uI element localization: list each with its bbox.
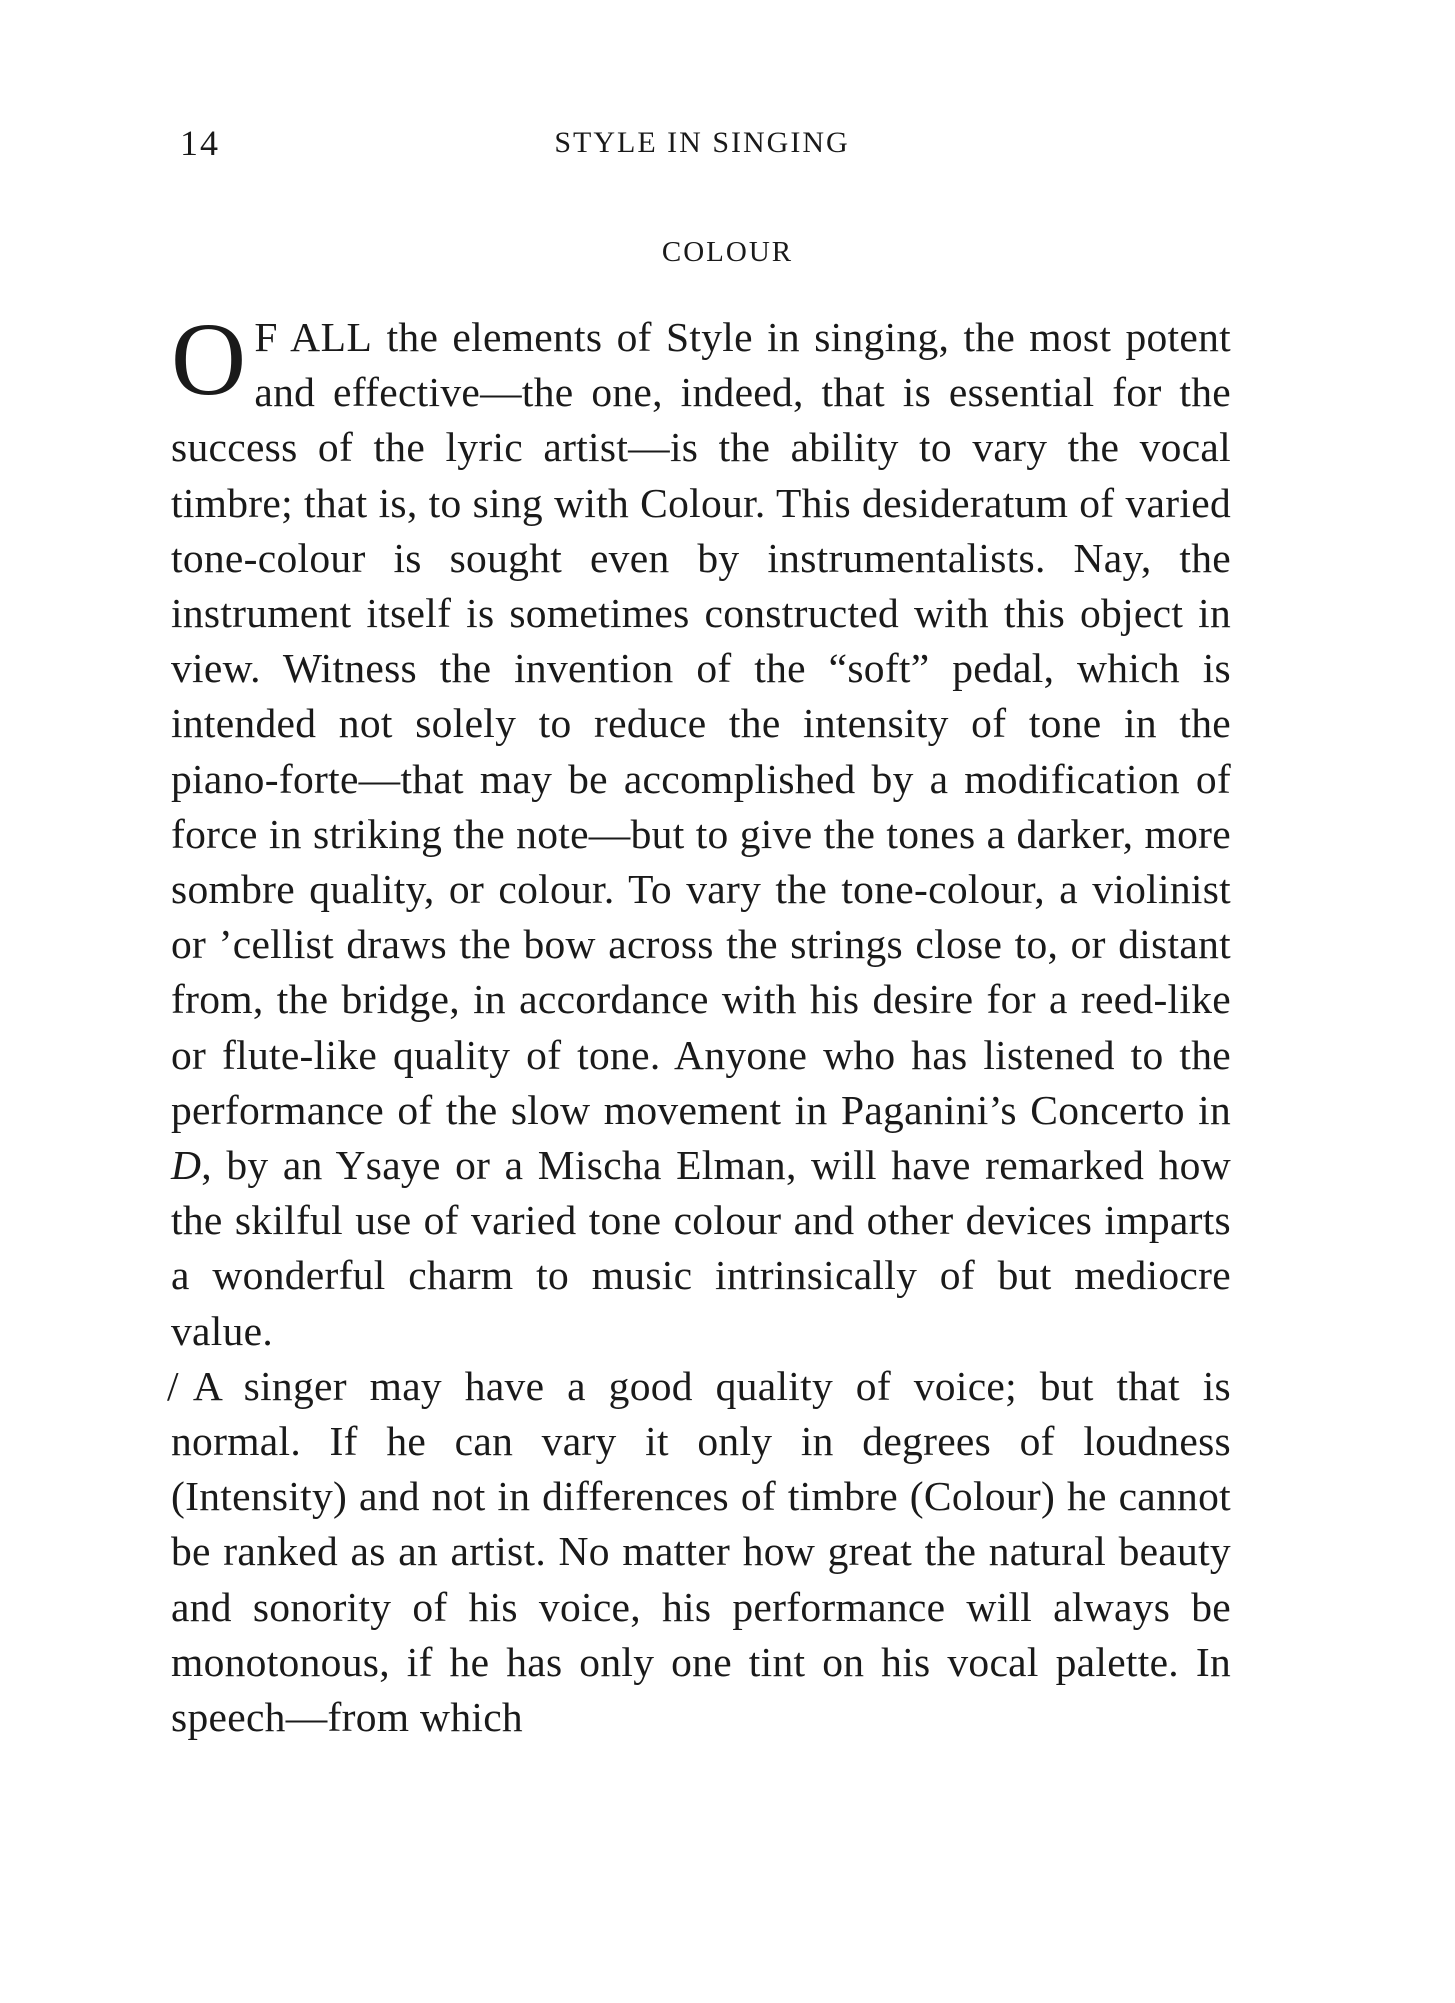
italic-key: D xyxy=(171,1142,202,1189)
lead-caps: F ALL xyxy=(254,314,373,360)
paragraph-1 xyxy=(171,302,1231,1359)
paragraph-1-text-a: the elements of Style in singing, the most potent and effective—the one, indeed, that is essential for the success of the lyric artist—is the ability to vary the vocal timbre; that is, to sing with Colour. This desideratum of varied tone-colour is sought even by instrumentalists. Nay, the instrument itself is sometimes constructed with this object in view. Witness the invention of the “soft” pedal, which is intended not solely to reduce the intensity of tone in the piano-forte—that may be accomplished by a modification of force in striking the note—but to give the tones a darker, more sombre quality, or colour. To vary the tone-colour, a violinist or ’cellist draws the bow across the strings close to, or distant from, the bridge, in accordance with his desire for a reed-like or flute-like quality of tone. Anyone who has listened to the performance of the slow movement in Paganini’s Concerto in xyxy=(171,314,1231,1133)
running-title: STYLE IN SINGING xyxy=(554,126,850,159)
page-number: 14 xyxy=(180,123,220,163)
paragraph-2 xyxy=(167,1359,1231,1745)
margin-mark: / xyxy=(167,1362,179,1409)
running-head xyxy=(172,122,1232,166)
paragraph-2-text: A singer may have a good quality of voice; but that is normal. If he can vary it only in degrees of loudness (Intensity) and not in differences of timbre (Colour) he cannot be ranked as an artist. No matter how great the natural beauty and sonority of his voice, his performance will always be monotonous, if he has only one tint on his vocal palette. In speech—from which xyxy=(171,1362,1231,1741)
drop-cap: O xyxy=(171,302,247,417)
body-text xyxy=(167,302,1231,1745)
section-title: COLOUR xyxy=(661,236,794,268)
paragraph-1-text-b: , by an Ysaye or a Mischa Elman, will have remarked how the skilful use of varied tone colour and other devices imparts a wonderful charm to music intrinsically of but mediocre value. xyxy=(171,1142,1231,1354)
